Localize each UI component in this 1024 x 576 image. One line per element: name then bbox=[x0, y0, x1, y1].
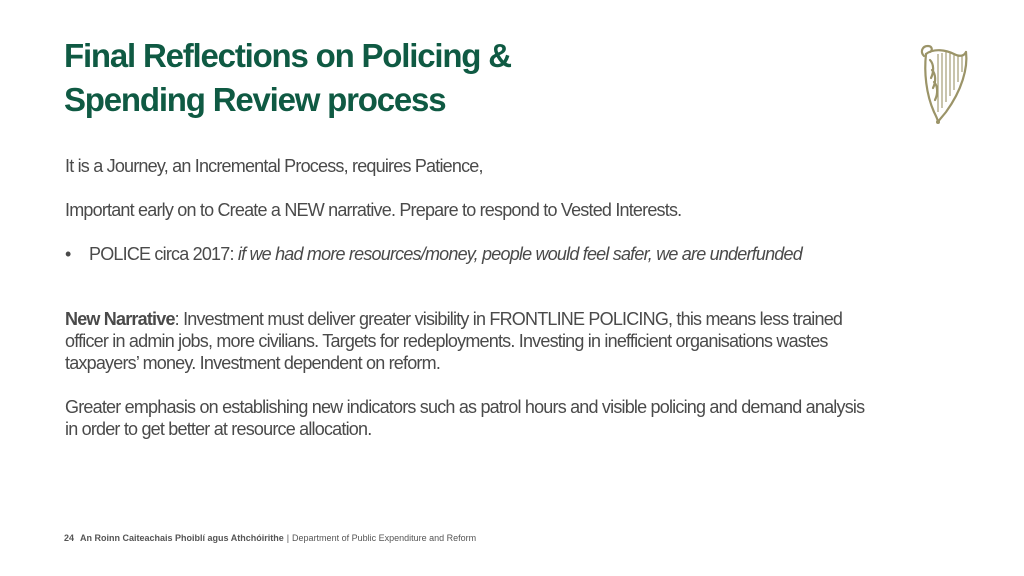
bullet-text bbox=[89, 243, 829, 265]
bullet-italic-quote: if we had more resources/money, people would feel safer, we are underfunded bbox=[237, 244, 802, 264]
paragraph-indicators: Greater emphasis on establishing new indicators such as patrol hours and visible policing and demand analysis in order to get better at resource allocation. bbox=[65, 397, 865, 439]
page-title bbox=[64, 34, 824, 122]
paragraph-new-narrative bbox=[65, 308, 875, 374]
new-narrative-text: : Investment must deliver greater visibility in FRONTLINE POLICING, this means less trained officer in admin jobs, more civilians. Targets for redeployments. Investing in inefficient organisations wastes taxpayers’ money. Investment dependent on reform. bbox=[65, 309, 843, 373]
footer bbox=[64, 533, 476, 543]
footer-separator: | bbox=[286, 533, 290, 543]
department-irish-name: An Roinn Caiteachais Phoiblí agus Athchóirithe bbox=[80, 533, 284, 543]
page-number: 24 bbox=[64, 533, 75, 543]
paragraph-narrative: Important early on to Create a NEW narrative. Prepare to respond to Vested Interests. bbox=[65, 200, 682, 220]
department-english-name: Department of Public Expenditure and Reform bbox=[292, 533, 477, 543]
bullet-marker: • bbox=[65, 244, 71, 264]
harp-icon bbox=[916, 42, 972, 126]
title-line-1: Final Reflections on Policing & bbox=[64, 37, 511, 74]
bullet-lead: POLICE circa 2017: bbox=[89, 244, 238, 264]
title-line-2: Spending Review process bbox=[64, 81, 446, 118]
new-narrative-heading: New Narrative bbox=[65, 309, 175, 329]
paragraph-journey: It is a Journey, an Incremental Process, requires Patience, bbox=[65, 156, 483, 176]
